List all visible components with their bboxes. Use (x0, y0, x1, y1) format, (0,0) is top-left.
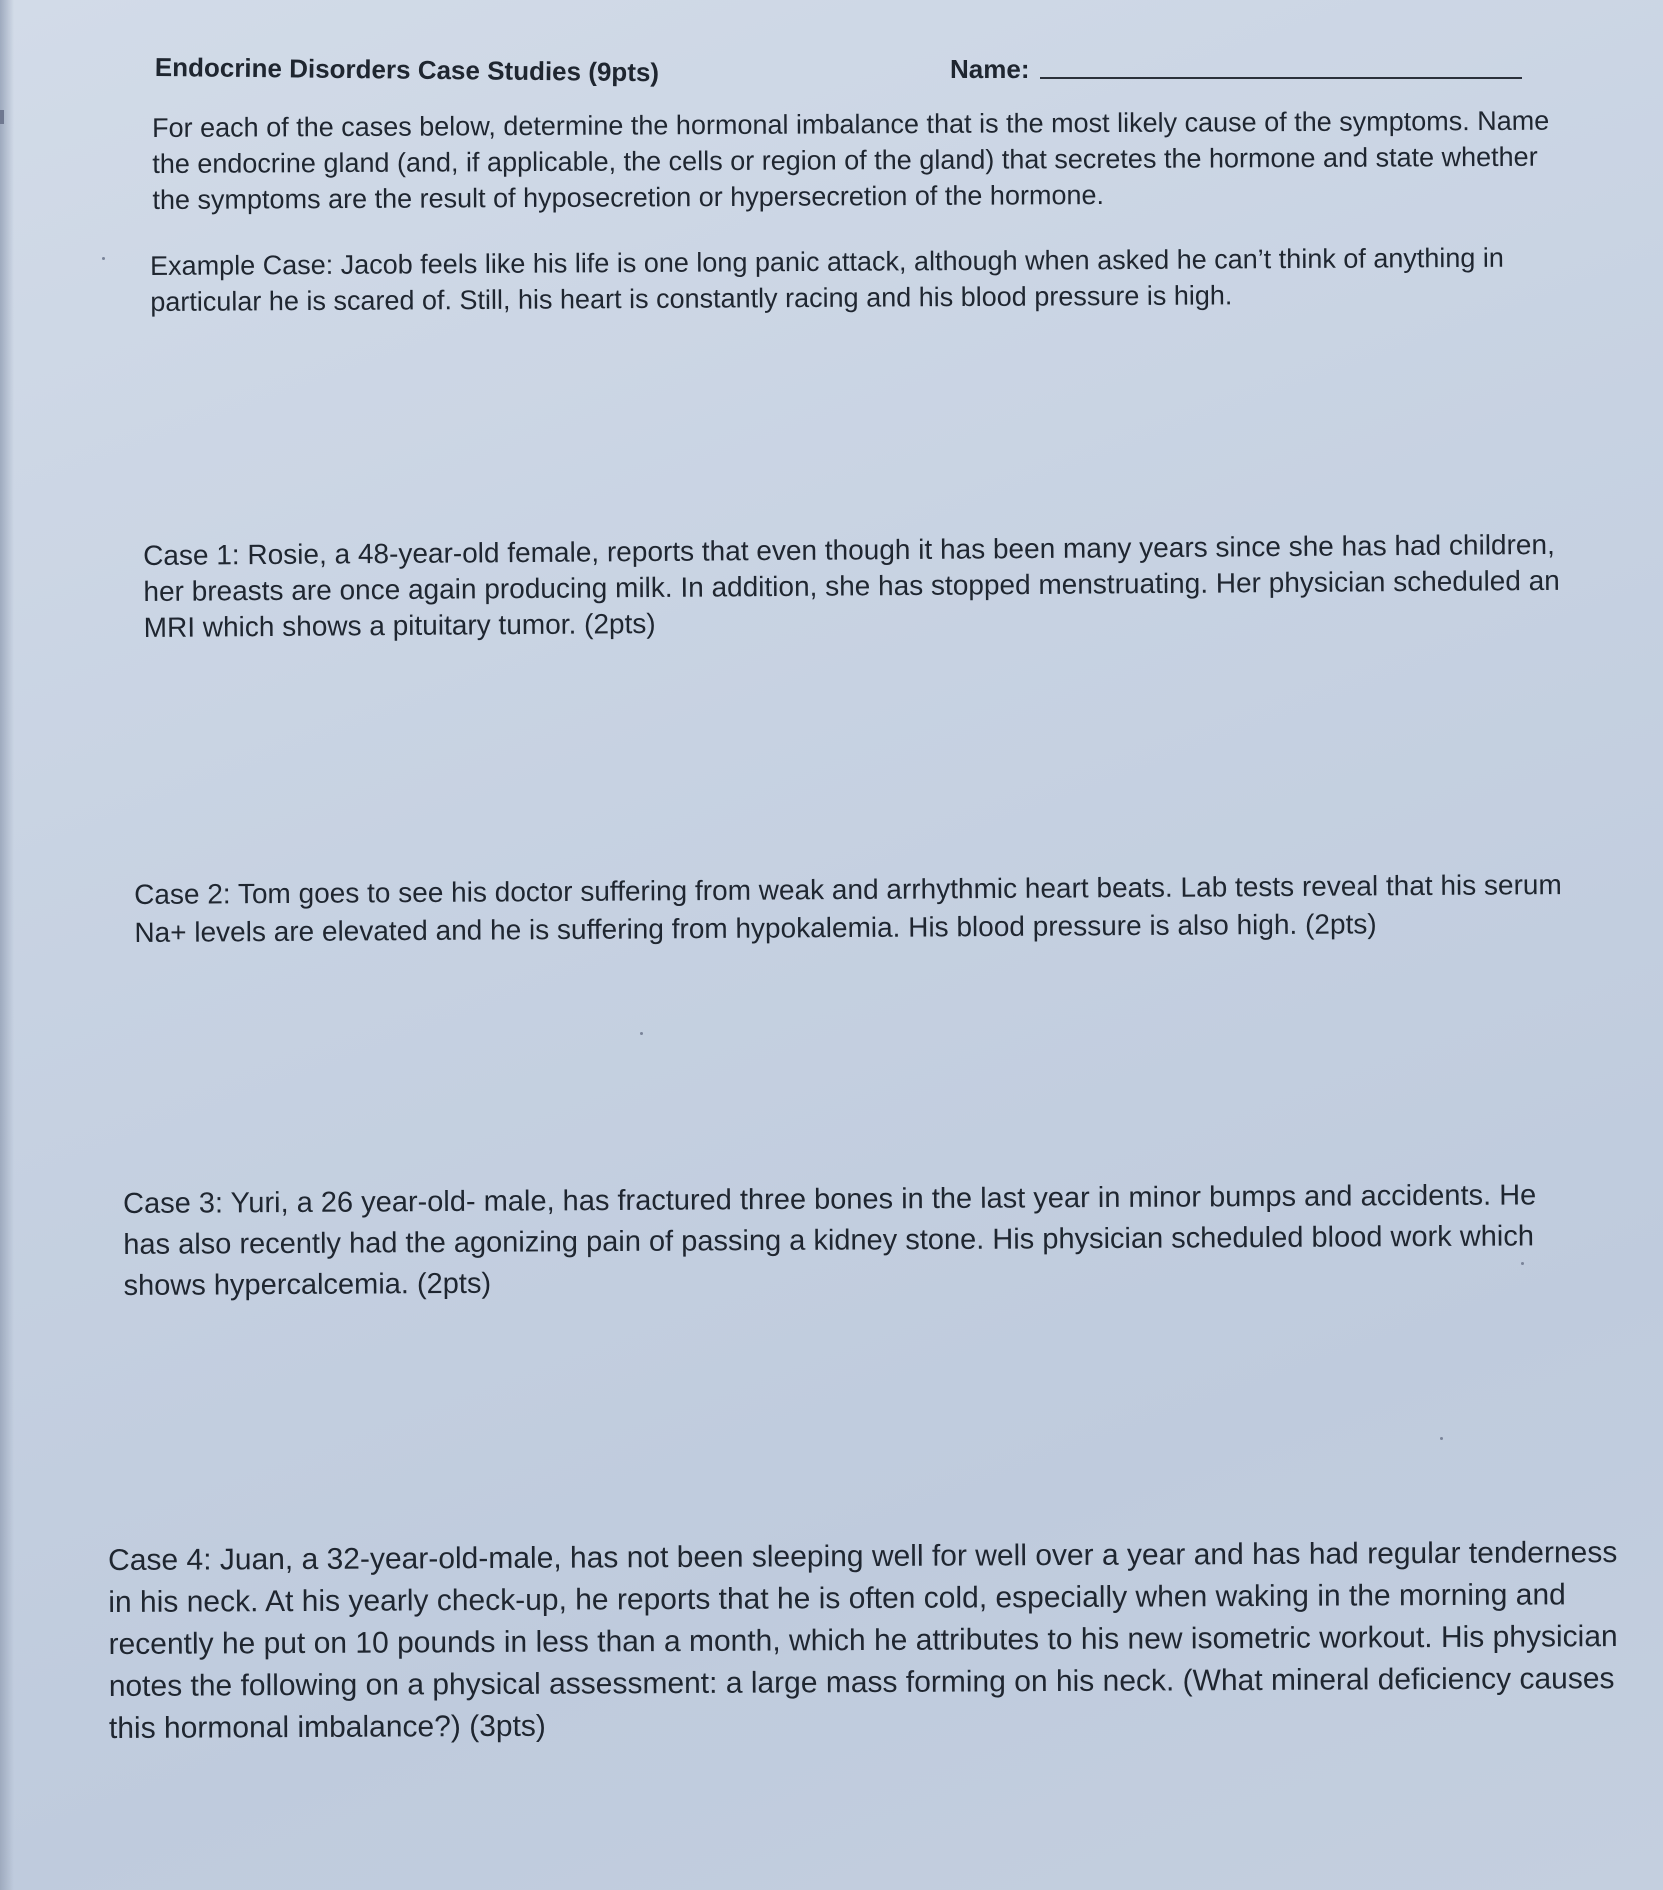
name-label: Name: (950, 54, 1030, 84)
speck (640, 1032, 643, 1035)
case-2: Case 2: Tom goes to see his doctor suffering from weak and arrhythmic heart beats. Lab tests reveal that his serum Na+ levels are elevated and he is suffering from hypokalemia. His blood pressure is also high. (2pts) (134, 869, 1562, 948)
page-edge-mark (0, 110, 4, 124)
instructions-paragraph: For each of the cases below, determine the hormonal imbalance that is the most likely cause of the symptoms. Name the endocrine gland (and, if applicable, the cells or region of the gland) that secretes the hormone and state whether the symptoms are the result of hyposecretion or hypersecretion of the hormone. (152, 105, 1550, 215)
example-case: Example Case: Jacob feels like his life is one long panic attack, although when asked he can’t think of anything in particular he is scared of. Still, his heart is constantly racing and his blood pressure is high. (150, 242, 1504, 317)
page-edge-shadow (0, 0, 14, 1890)
case-4: Case 4: Juan, a 32-year-old-male, has not been sleeping well for well over a year and has had regular tenderness in his neck. At his yearly check-up, he reports that he is often cold, especially when waking in the morning and recently he put on 10 pounds in less than a month, which he attributes to his new isometric workout. His physician notes the following on a physical assessment: a large mass forming on his neck. (What mineral deficiency causes this hormonal imbalance?) (3pts) (108, 1536, 1618, 1745)
name-blank-line (1040, 77, 1522, 79)
page-title: Endocrine Disorders Case Studies (9pts) (154, 52, 660, 88)
case-3: Case 3: Yuri, a 26 year-old- male, has fractured three bones in the last year in minor bumps and accidents. He has also recently had the agonizing pain of passing a kidney stone. His physician scheduled blood work which shows hypercalcemia. (2pts) (123, 1179, 1537, 1302)
case-1: Case 1: Rosie, a 48-year-old female, reports that even though it has been many years since she has had children, her breasts are once again producing milk. In addition, she has stopped menstruating. Her physician scheduled an MRI which shows a pituitary tumor. (2pts) (143, 528, 1560, 643)
speck (1521, 1262, 1524, 1265)
speck (102, 257, 105, 260)
speck (1440, 1437, 1443, 1440)
